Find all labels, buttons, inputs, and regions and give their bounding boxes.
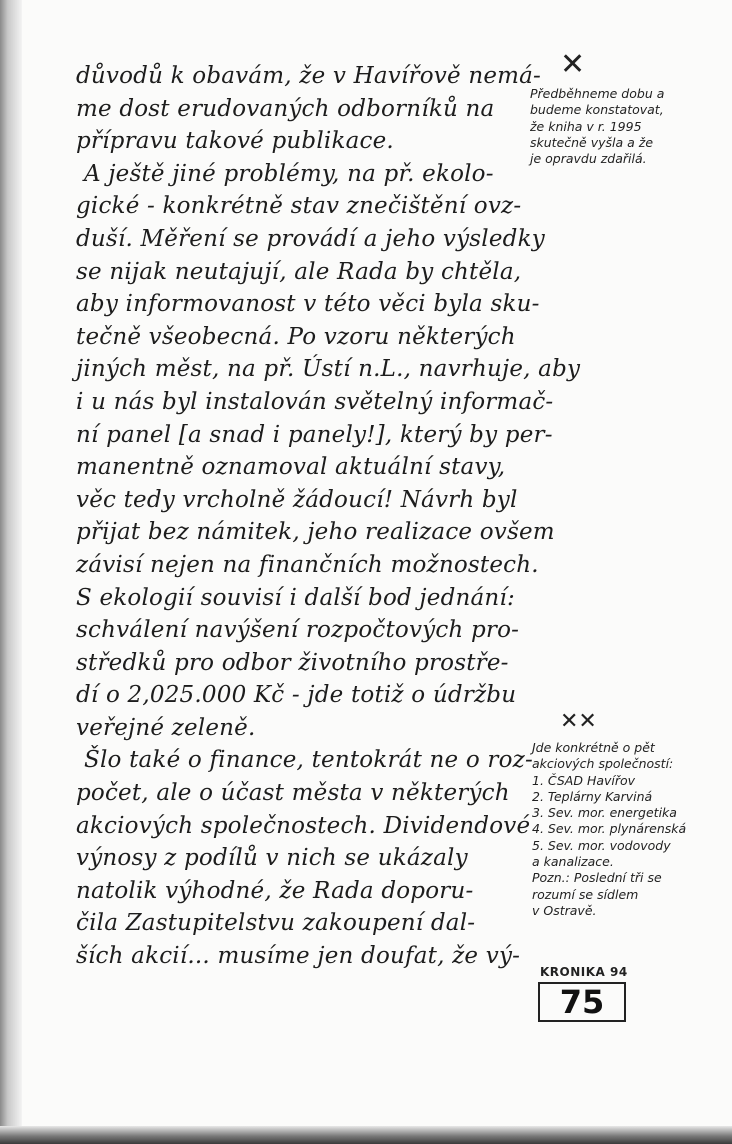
page-bottom-edge-shadow xyxy=(0,1126,732,1144)
text-line: aby informovanost v této věci byla sku- xyxy=(76,291,540,318)
text-line: středků pro odbor životního prostře- xyxy=(76,649,509,676)
text-line: i u nás byl instalován světelný informač- xyxy=(76,388,554,415)
side-note-2 xyxy=(532,740,727,919)
note-line: Pozn.: Poslední tři se xyxy=(532,870,662,886)
text-line: ších akcií... musíme jen doufat, že vý- xyxy=(76,943,521,970)
text-line: S ekologií souvisí i další bod jednání: xyxy=(76,584,515,611)
footnote-mark-1: ✕ xyxy=(560,47,586,82)
text-line: natolik výhodné, že Rada doporu- xyxy=(76,877,474,904)
note-line: 2. Teplárny Karviná xyxy=(532,788,653,804)
text-line: gické - konkrétně stav znečištění ovz- xyxy=(76,193,522,220)
text-line: se nijak neutajují, ale Rada by chtěla, xyxy=(76,258,522,285)
note-line: 5. Sev. mor. vodovody xyxy=(532,837,671,853)
side-note-1 xyxy=(530,86,725,167)
text-line: A ještě jiné problémy, na př. ekolo- xyxy=(84,160,494,187)
text-line: me dost erudovaných odborníků na xyxy=(76,95,495,122)
footnote-mark-2: ✕✕ xyxy=(560,709,597,734)
text-line: počet, ale o účast města v některých xyxy=(76,780,510,807)
text-line: veřejné zeleně. xyxy=(76,714,256,741)
chronicle-label: KRONIKA 94 xyxy=(540,965,628,979)
note-line: Předběhneme dobu a xyxy=(530,86,665,101)
note-line: a kanalizace. xyxy=(532,854,614,870)
text-line: Šlo také o finance, tentokrát ne o roz- xyxy=(84,747,533,774)
text-line: důvodů k obavám, že v Havířově nemá- xyxy=(76,63,542,89)
text-line: věc tedy vrcholně žádoucí! Návrh byl xyxy=(76,486,518,513)
text-line: ní panel [a snad i panely!], který by per- xyxy=(76,421,553,448)
text-line: jiných měst, na př. Ústí n.L., navrhuje, aby xyxy=(76,356,581,383)
note-line: v Ostravě. xyxy=(532,902,597,918)
text-line: dí o 2,025.000 Kč - jde totiž o údržbu xyxy=(76,682,517,709)
text-line: duší. Měření se provádí a jeho výsledky xyxy=(76,225,545,252)
note-line: je opravdu zdařilá. xyxy=(530,151,647,167)
note-line: skutečně vyšla a že xyxy=(530,134,654,150)
note-line: 3. Sev. mor. energetika xyxy=(532,805,677,821)
text-line: závisí nejen na finančních možnostech. xyxy=(76,551,539,578)
text-line: výnosy z podílů v nich se ukázaly xyxy=(76,845,468,872)
book-spine-shadow xyxy=(0,0,22,1144)
text-line: přijat bez námitek, jeho realizace ovšem xyxy=(76,519,555,546)
text-line: čila Zastupitelstvu zakoupení dal- xyxy=(76,910,476,937)
text-line: tečně všeobecná. Po vzoru některých xyxy=(76,323,516,350)
note-line: budeme konstatovat, xyxy=(530,102,664,118)
note-line: Jde konkrétně o pět xyxy=(532,740,655,755)
text-line: schválení navýšení rozpočtových pro- xyxy=(76,617,520,644)
note-line: že kniha v r. 1995 xyxy=(530,118,642,134)
page-number-box: 75 xyxy=(538,982,626,1022)
text-line: přípravu takové publikace. xyxy=(76,128,394,155)
text-line: manentně oznamoval aktuální stavy, xyxy=(76,454,506,481)
note-line: 1. ČSAD Havířov xyxy=(532,772,636,788)
note-line: rozumí se sídlem xyxy=(532,886,639,902)
note-line: akciových společností: xyxy=(532,756,674,772)
text-line: akciových společnostech. Dividendové xyxy=(76,812,531,839)
note-line: 4. Sev. mor. plynárenská xyxy=(532,821,687,837)
